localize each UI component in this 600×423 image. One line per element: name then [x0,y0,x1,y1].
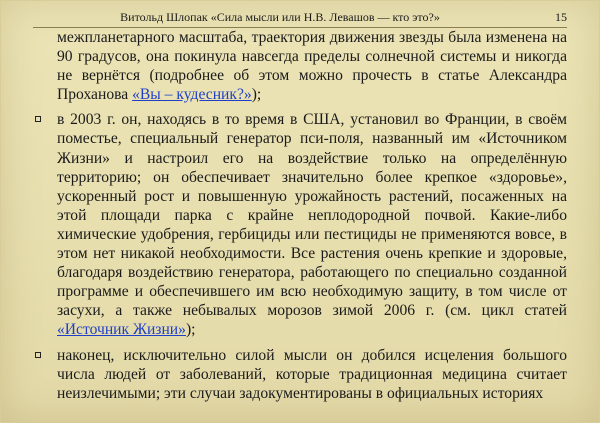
page-number: 15 [555,10,567,24]
paragraph-tail: ); [251,86,262,104]
list-item [33,346,567,403]
page-content [33,28,567,403]
paragraph-tail: ); [185,321,196,339]
list-item [33,110,567,339]
running-header [33,7,567,28]
paragraph-text: наконец, исключительно силой мысли он добился исцеления большого числа людей от заболеваний, которые традиционная медицина считает неизлечимыми; эти случаи задокументированы в официальных историях [57,346,567,402]
paragraph-text: в 2003 г. он, находясь в то время в США, установил во Франции, в своём поместье, специальный генератор пси-поля, названный им «Источником Жизни» и настроил его на воздействие только на определённую территорию; он обеспечивает значительно более крепкое «здоровье», ускоренный рост и повышенную урожайность растений, посаженных на этой площади парка с крайне неплодородной почвой. Какие-либо химические удобрения, гербициды или пестициды не применяются вовсе, в этом нет никакой необходимости. Все растения очень крепкие и здоровые, благодаря воздействию генератора, работающего по специально созданной программе и обеспечившего им всю необходимую защиту, в том числе от засухи, а также небывалых морозов зимой 2006 г. (см. цикл статей [57,111,567,320]
square-bullet-icon [35,352,41,358]
paragraph-continuation [33,28,567,104]
list-item-text [57,110,567,339]
link-istochnik-zhizni[interactable]: «Источник Жизни» [57,321,186,339]
square-bullet-icon [35,116,41,122]
link-vy-kudesnik[interactable]: «Вы – кудесник?» [132,86,252,104]
header-title: Витольд Шлопак «Сила мысли или Н.В. Левашов — кто это?» [120,10,440,24]
list-item-text [57,346,567,403]
paragraph-text: межпланетарного масштаба, траектория движения звезды была изменена на 90 градусов, она покинула навсегда пределы солнечной системы и никогда не вернётся (подробнее об этом можно прочесть в статье Александра Проханова [57,29,567,104]
